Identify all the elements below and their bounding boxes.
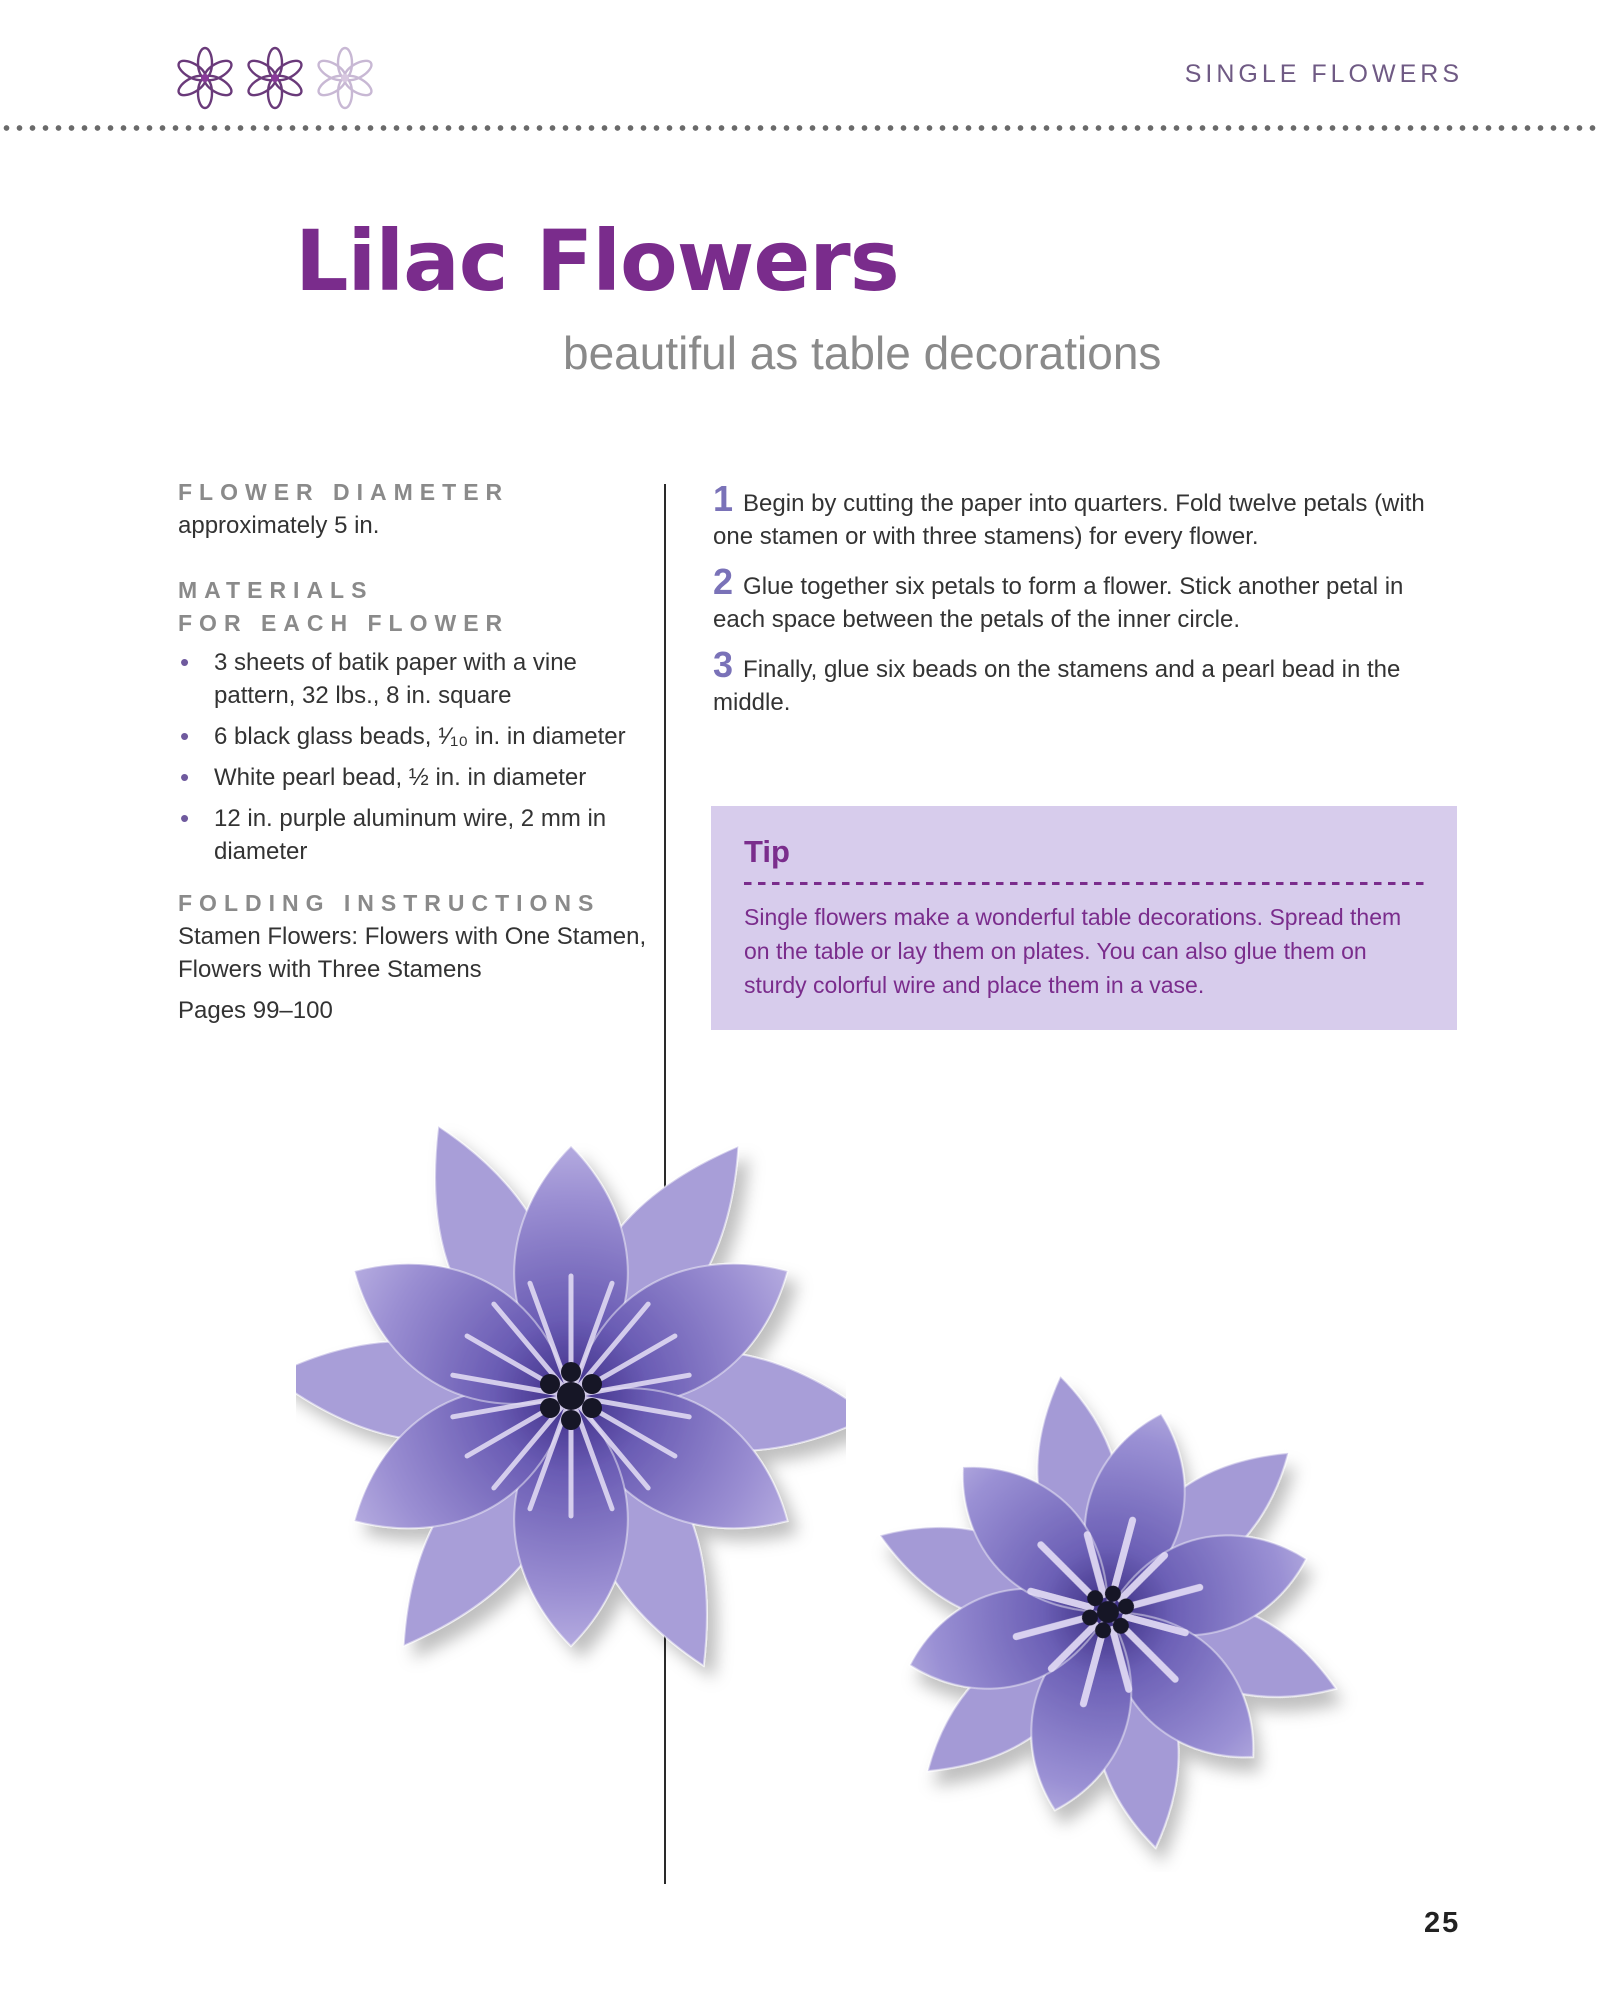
step-2 bbox=[713, 561, 1461, 636]
tip-divider bbox=[744, 882, 1429, 885]
diameter-label: FLOWER DIAMETER bbox=[178, 479, 510, 505]
list-item bbox=[178, 802, 648, 868]
list-item bbox=[178, 646, 648, 712]
dotted-divider bbox=[0, 124, 1601, 132]
bullet-icon: • bbox=[180, 762, 190, 792]
tip-title: Tip bbox=[744, 834, 790, 869]
small-flower-photo bbox=[858, 1352, 1358, 1872]
diameter-section bbox=[178, 476, 648, 542]
material-text: 12 in. purple aluminum wire, 2 mm in diameter bbox=[214, 805, 607, 865]
list-item bbox=[178, 720, 648, 753]
step-1 bbox=[713, 478, 1461, 553]
materials-section bbox=[178, 574, 648, 876]
step-number: 1 bbox=[713, 478, 734, 519]
large-flower-photo bbox=[296, 1086, 846, 1706]
page-number: 25 bbox=[1424, 1907, 1461, 1939]
step-text: Glue together six petals to form a flower. Stick another petal in each space between the petals of the inner circle. bbox=[713, 573, 1404, 633]
diameter-value: approximately 5 in. bbox=[178, 512, 380, 539]
materials-label: MATERIALS bbox=[178, 577, 374, 603]
bullet-icon: • bbox=[180, 647, 190, 677]
material-text: 6 black glass beads, ¹⁄₁₀ in. in diameter bbox=[214, 723, 626, 750]
tip-box bbox=[711, 806, 1457, 1030]
step-text: Finally, glue six beads on the stamens and a pearl bead in the middle. bbox=[713, 656, 1401, 716]
step-text: Begin by cutting the paper into quarters. Fold twelve petals (with one stamen or with three stamens) for every flower. bbox=[713, 490, 1425, 550]
step-number: 2 bbox=[713, 561, 734, 602]
material-text: White pearl bead, ½ in. in diameter bbox=[214, 764, 587, 791]
material-text: 3 sheets of batik paper with a vine pattern, 32 lbs., 8 in. square bbox=[214, 649, 577, 709]
page-subtitle: beautiful as table decorations bbox=[563, 327, 1162, 379]
materials-list bbox=[178, 646, 648, 868]
flower-trio-icon bbox=[170, 44, 380, 112]
folding-section bbox=[178, 887, 648, 1027]
folding-label: FOLDING INSTRUCTIONS bbox=[178, 890, 601, 916]
folding-text: Stamen Flowers: Flowers with One Stamen, Flowers with Three Stamens bbox=[178, 923, 647, 983]
pages-reference: Pages 99–100 bbox=[178, 997, 333, 1024]
step-number: 3 bbox=[713, 644, 734, 685]
section-header: SINGLE FLOWERS bbox=[1184, 60, 1463, 88]
list-item bbox=[178, 761, 648, 794]
bullet-icon: • bbox=[180, 803, 190, 833]
bullet-icon: • bbox=[180, 721, 190, 751]
page-title: Lilac Flowers bbox=[295, 212, 899, 310]
step-3 bbox=[713, 644, 1461, 719]
materials-sublabel: FOR EACH FLOWER bbox=[178, 610, 510, 636]
tip-text: Single flowers make a wonderful table decorations. Spread them on the table or lay them on plates. You can also glue them on sturdy colorful wire and place them in a vase. bbox=[744, 904, 1402, 998]
